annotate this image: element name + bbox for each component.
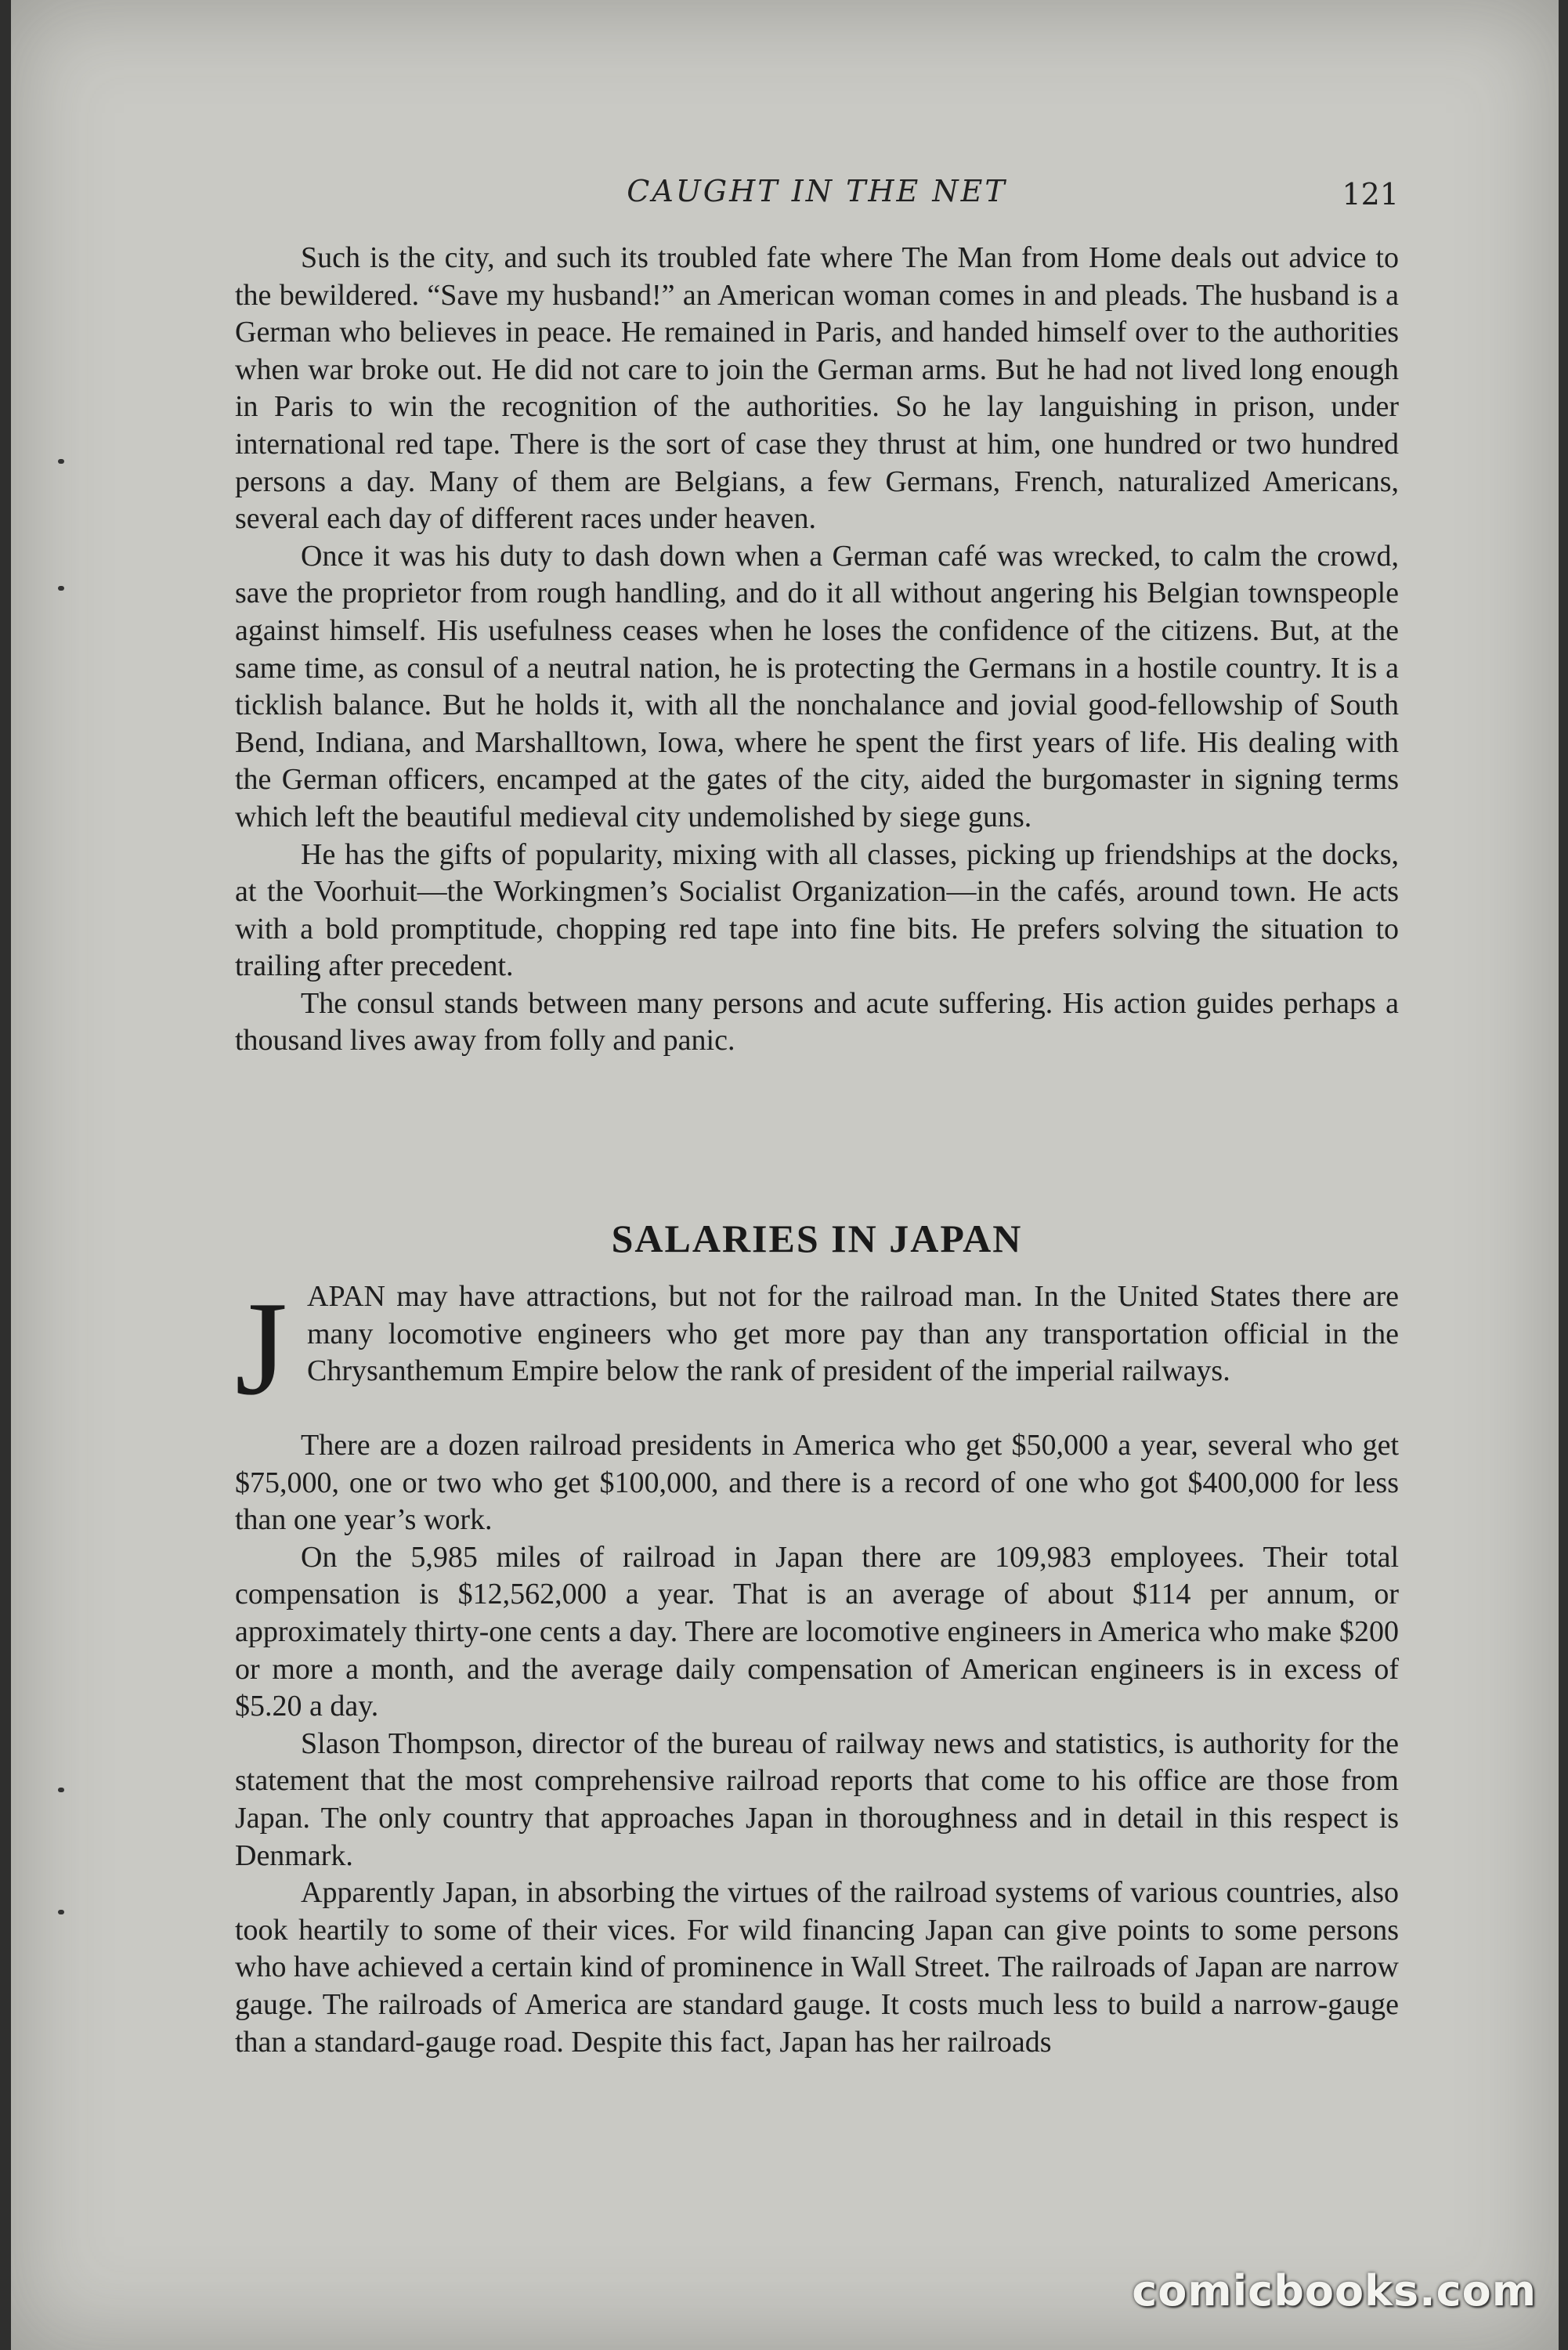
margin-mark [58, 586, 64, 591]
paragraph: He has the gifts of popularity, mixing with all classes, picking up friendships at the docks, at the Voorhuit—the Workingmen’s Socialist Organization—in the cafés, around town. He acts with a bold promptitude, chopping red tape into fine bits. He prefers solving the situation to trailing after precedent. [235, 837, 1399, 983]
drop-cap: J [235, 1274, 287, 1423]
paragraph: Apparently Japan, in absorbing the virtues of the railroad systems of various countries, also took heartily to some of their vices. For wild financing Japan can give points to some persons who have achieved a certain kind of prominence in Wall Street. The railroads of Japan are narrow gauge. The railroads of America are standard gauge. It costs much less to build a narrow-gauge than a standard-gauge road. Despite this fact, Japan has her railroads [235, 1876, 1399, 2059]
section-body [235, 1274, 1399, 2061]
watermark: comicbooks.com [1132, 2266, 1537, 2316]
margin-mark [58, 1910, 64, 1914]
section-title: SALARIES IN JAPAN [611, 1217, 1023, 1260]
paragraph: The consul stands between many persons and acute suffering. His action guides perhaps a thousand lives away from folly and panic. [235, 986, 1399, 1058]
lead-paragraph [235, 1274, 1399, 1427]
margin-mark [58, 459, 64, 464]
paragraph: Slason Thompson, director of the bureau of railway news and statistics, is authority for the statement that the most comprehensive railroad reports that come to his office are those from Japan. The only country that approaches Japan in thoroughness and in detail in this respect is Denmark. [235, 1726, 1399, 1872]
paragraph: There are a dozen railroad presidents in America who get $50,000 a year, several who get $75,000, one or two who get $100,000, and there is a record of one who got $400,000 for less than one year’s work. [235, 1429, 1399, 1537]
running-title: CAUGHT IN THE NET [627, 174, 1007, 208]
running-head [235, 174, 1399, 221]
continued-article [235, 240, 1399, 1060]
margin-mark [58, 1788, 64, 1792]
paragraph: Such is the city, and such its troubled fate where The Man from Home deals out advice to the bewildered. “Save my husband!” an American woman comes in and pleads. The husband is a German who believes in peace. He remained in Paris, and handed himself over to the authorities when war broke out. He did not care to join the German arms. But he had not lived long enough in Paris to win the recognition of the authorities. So he lay languishing in prison, under international red tape. There is the sort of case they thrust at him, one hundred or two hundred persons a day. Many of them are Belgians, a few Germans, French, naturalized Americans, several each day of different races under heaven. [235, 241, 1399, 536]
paragraph: On the 5,985 miles of railroad in Japan there are 109,983 employees. Their total compensation is $12,562,000 a year. That is an average of about $114 per annum, or approximately thirty-one cents a day. There are locomotive engineers in America who make $200 or more a month, and the average daily compensation of American engineers is in excess of $5.20 a day. [235, 1540, 1399, 1723]
paragraph: Once it was his duty to dash down when a German café was wrecked, to calm the crowd, save the proprietor from rough handling, and do it all without angering his Belgian townspeople against himself. His usefulness ceases when he loses the confidence of the citizens. But, at the same time, as consul of a neutral nation, he is protecting the Germans in a hostile country. It is a ticklish balance. But he holds it, with all the nonchalance and jovial good-fellowship of South Bend, Indiana, and Marshalltown, Iowa, where he spent the first years of life. His dealing with the German officers, encamped at the gates of the city, aided the burgomaster in signing terms which left the beautiful medieval city undemolished by siege guns. [235, 539, 1399, 833]
lead-text: APAN may have attractions, but not for the railroad man. In the United States there are many locomotive engineers who get more pay than any transportation official in the Chrysanthemum Empire below the rank of president of the imperial railways. [307, 1280, 1399, 1388]
page-number: 121 [1342, 177, 1399, 212]
